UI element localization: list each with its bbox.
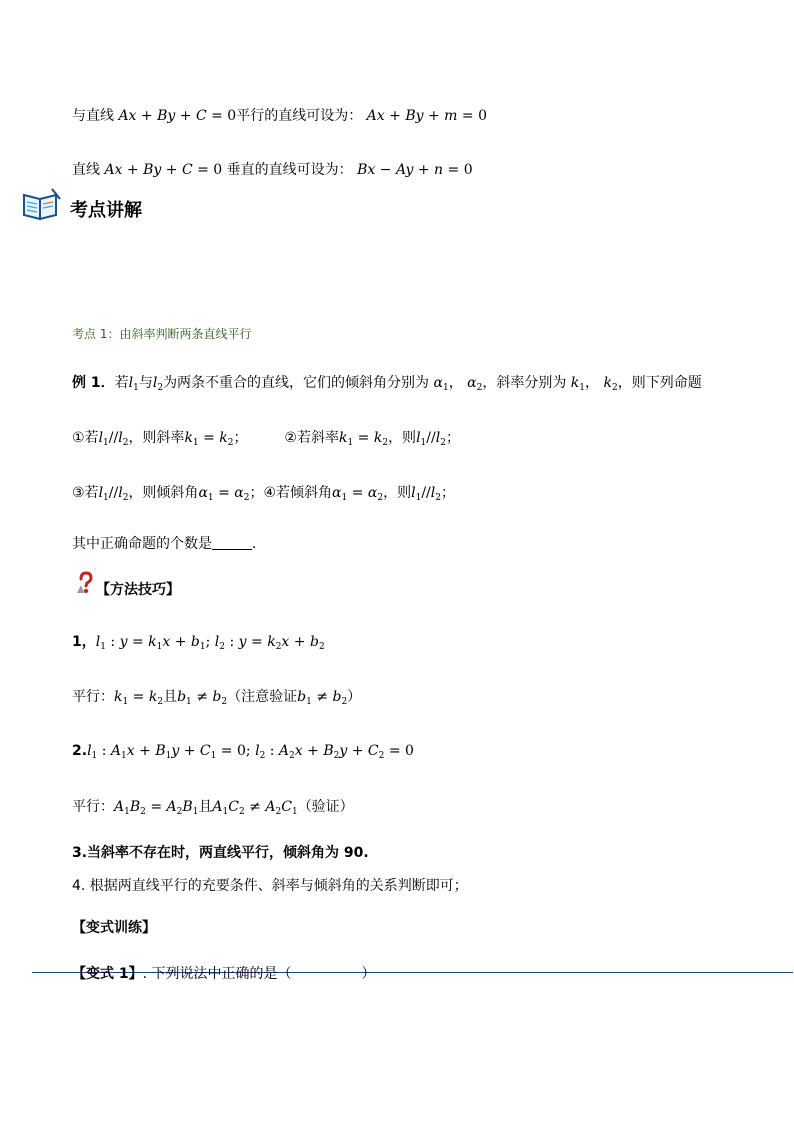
section-heading: 考点讲解 (70, 200, 142, 221)
question-line: 其中正确命题的个数是 . (72, 536, 257, 552)
propositions-3-4: ③若$l_1//l_2$，则倾斜角$\alpha_1 = \alpha_2$；④若倾斜角$\alpha_1 = \alpha_2$，则$l_1//l_2$； (72, 485, 455, 503)
method-item-3: 3.当斜率不存在时，两直线平行，倾斜角为 90. (72, 845, 369, 861)
example-1-stem: 例 1．若$l_1$与$l_2$为两条不重合的直线，它们的倾斜角分别为 $\alpha_1$， $\alpha_2$，斜率分别为 $k_1$， $k_2$，则下列命题 (72, 375, 702, 393)
variant-1: 【变式 1】. 下列说法中正确的是（ ） (72, 966, 376, 982)
book-icon (22, 187, 62, 221)
method-item-2: $2.l_1$ : $A_1x + B_1y + C_1 = 0$; $l_2$ : $A_2x + B_2y + C_2 = 0$ (72, 743, 414, 761)
answer-blank[interactable] (212, 535, 252, 550)
help-icon (75, 571, 95, 595)
method-item-1: 1，$l_1$ : $y = k_1x + b_1$; $l_2$ : $y = k_2x + b_2$ (72, 634, 325, 652)
parallel-line-form: 与直线 Ax + By + C = 0平行的直线可设为： Ax + By + m = 0 (72, 108, 487, 124)
method-title: 【方法技巧】 (96, 582, 180, 598)
parallel-condition-2: 平行：$A_1B_2 = A_2B_1$且$A_1C_2 \ne A_2C_1$（验证） (72, 799, 354, 817)
parallel-condition-1: 平行：$k_1 = k_2$且$b_1 \ne b_2$（注意验证$b_1 \ne b_2$） (72, 689, 362, 707)
perpendicular-line-form: 直线 Ax + By + C = 0 垂直的直线可设为： Bx − Ay + n = 0 (72, 162, 473, 178)
variant-title: 【变式训练】 (72, 920, 156, 936)
method-item-4: 4. 根据两直线平行的充要条件、斜率与倾斜角的关系判断即可； (72, 878, 468, 894)
propositions-1-2: ①若$l_1//l_2$，则斜率$k_1 = k_2$； ②若斜率$k_1 = k_2$，则$l_1//l_2$； (72, 430, 460, 448)
kaodian-title: 考点 1：由斜率判断两条直线平行 (72, 327, 252, 341)
